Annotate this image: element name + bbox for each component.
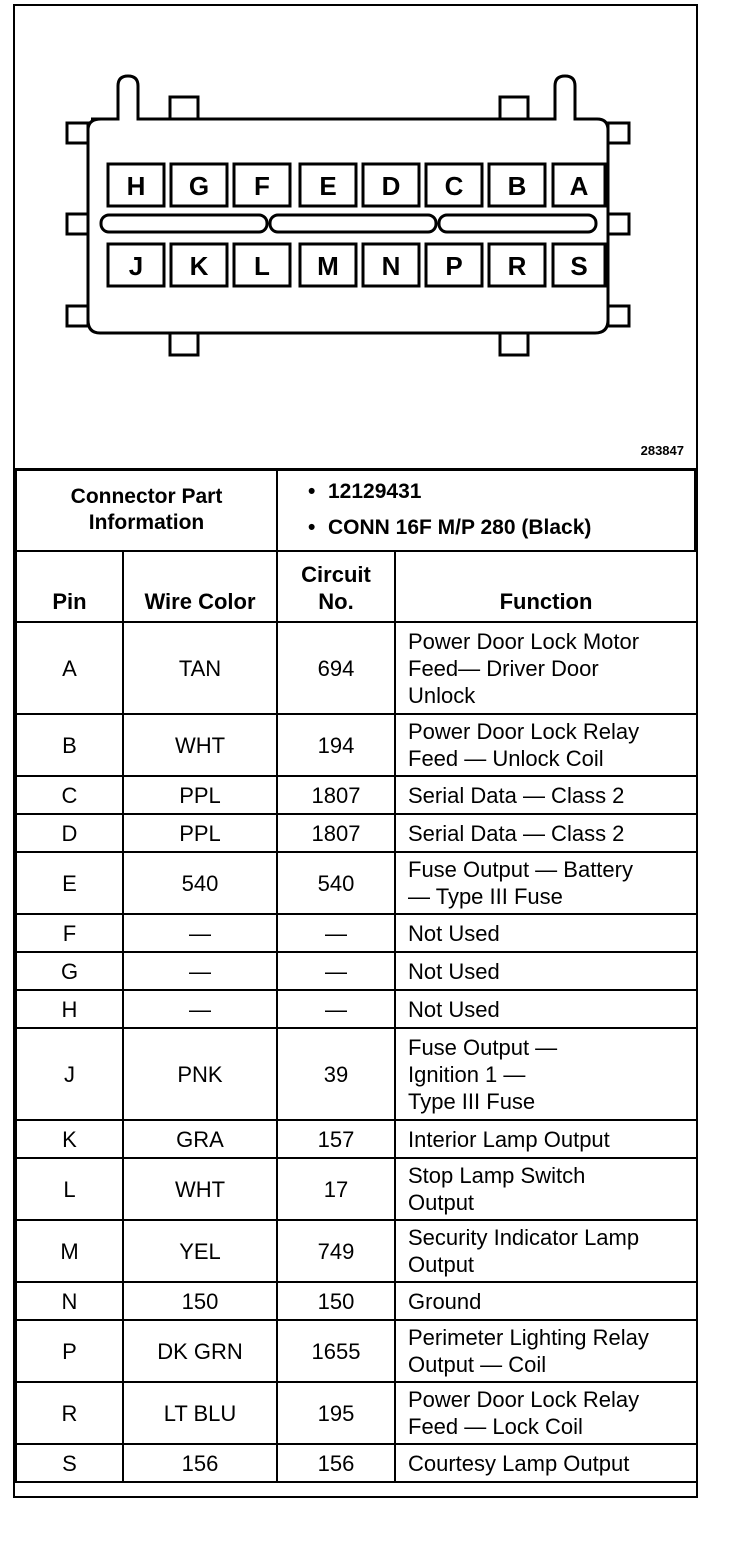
table-row [16,1158,697,1220]
latch-bottom-right [500,333,528,355]
table-row [16,714,697,776]
function-cell [395,714,697,776]
latch-top-right [500,97,528,119]
pin-label-b: B [507,171,527,201]
table-row [16,1120,697,1158]
table-row [16,852,697,914]
function-cell [395,1220,697,1282]
function-cell [395,852,697,914]
circuit-cell: 156 [277,1444,395,1482]
part-info-row [16,469,695,551]
table-row [16,1320,697,1382]
wire-color-cell: PPL [123,814,277,852]
function-line: Ignition 1 — [408,1061,526,1087]
latch-bottom-left [170,333,198,355]
function-line: Type III Fuse [408,1088,536,1114]
table-row [16,814,697,852]
latch-top-left [170,97,198,119]
table-row [16,1444,697,1482]
wire-color-cell: — [123,990,277,1028]
function-cell [395,1320,697,1382]
tab-right-bottom [608,306,629,326]
pin-label-e: E [319,171,337,201]
tab-left-bottom [67,306,88,326]
tab-right-mid [608,214,629,234]
function-line: Output [408,1252,475,1277]
pin-label-p: P [445,251,463,281]
connector-diagram [15,6,696,471]
part-number: 12129431 [328,480,422,503]
wire-color-cell: DK GRN [123,1320,277,1382]
function-cell [395,776,697,814]
circuit-cell: 694 [277,622,395,714]
part-info-label-cell [16,469,277,551]
header-wire-color: Wire Color [123,551,277,622]
pin-cell: H [16,990,123,1028]
bullet-icon: • [308,516,316,539]
pin-label-a: A [569,171,589,201]
part-number-line [308,474,694,510]
wire-color-cell: 540 [123,852,277,914]
circuit-cell: 540 [277,852,395,914]
pin-cell: B [16,714,123,776]
circuit-cell: 1655 [277,1320,395,1382]
pin-cell: M [16,1220,123,1282]
header-function: Function [395,551,697,622]
table-row [16,1382,697,1444]
function-line: Not Used [408,920,500,946]
pin-label-f: F [254,171,270,201]
function-line: Security Indicator Lamp [408,1225,640,1250]
header-circuit-line1: Circuit [301,562,371,587]
pin-cell: K [16,1120,123,1158]
wire-color-cell: — [123,914,277,952]
function-line: Fuse Output — [408,1034,558,1060]
function-cell [395,1028,697,1120]
function-line: Power Door Lock Motor [408,628,640,654]
pin-label-n: N [381,251,401,281]
pin-assignment-table [15,550,698,1483]
tab-left-mid [67,214,88,234]
table-row [16,990,697,1028]
function-line: Interior Lamp Output [408,1126,610,1152]
function-cell [395,990,697,1028]
pin-cell: C [16,776,123,814]
pin-label-h: H [126,171,146,201]
pin-label-k: K [189,251,209,281]
function-line: Stop Lamp Switch [408,1163,586,1188]
wire-color-cell: — [123,952,277,990]
circuit-cell: — [277,990,395,1028]
function-cell [395,814,697,852]
pin-label-d: D [381,171,401,201]
table-row [16,952,697,990]
pin-table-header [16,551,697,622]
wire-color-cell: WHT [123,1158,277,1220]
figure-number: 283847 [640,443,684,458]
pin-label-l: L [254,251,270,281]
pin-label-s: S [570,251,588,281]
pin-cell: J [16,1028,123,1120]
part-info-label-line2: Information [88,511,205,534]
circuit-cell: — [277,914,395,952]
function-line: Unlock [408,682,476,708]
bullet-icon: • [308,480,316,503]
part-info-values-cell [277,469,695,551]
function-line: Not Used [408,996,500,1022]
circuit-cell: 195 [277,1382,395,1444]
part-info-label-line1: Connector Part [70,485,223,508]
function-cell [395,1282,697,1320]
function-line: Feed — Unlock Coil [408,746,604,771]
wire-color-cell: 150 [123,1282,277,1320]
pin-label-m: M [317,251,339,281]
function-line: Output [408,1190,475,1215]
center-rail-right [439,215,596,232]
wire-color-cell: 156 [123,1444,277,1482]
table-row [16,1220,697,1282]
function-line: Feed— Driver Door [408,655,599,681]
circuit-cell: 157 [277,1120,395,1158]
circuit-cell: 17 [277,1158,395,1220]
pin-label-r: R [507,251,527,281]
pin-cell: P [16,1320,123,1382]
function-line: Perimeter Lighting Relay [408,1325,649,1350]
wire-color-cell: GRA [123,1120,277,1158]
pin-row-top [108,164,605,206]
pin-cell: L [16,1158,123,1220]
wire-color-cell: YEL [123,1220,277,1282]
pin-table-body [16,622,697,1482]
pin-cell: F [16,914,123,952]
connector-face-drawing [15,6,696,468]
table-row [16,1028,697,1120]
function-line: Serial Data — Class 2 [408,820,625,846]
center-rail-left [101,215,267,232]
pin-cell: D [16,814,123,852]
table-row [16,622,697,714]
function-line: Output — Coil [408,1352,547,1377]
table-row [16,776,697,814]
table-row [16,914,697,952]
pin-row-bottom [108,244,605,286]
wire-color-cell: LT BLU [123,1382,277,1444]
function-line: Not Used [408,958,500,984]
wire-color-cell: PPL [123,776,277,814]
function-line: Feed — Lock Coil [408,1414,583,1439]
function-line: Power Door Lock Relay [408,1387,640,1412]
function-cell [395,952,697,990]
function-line: Ground [408,1288,482,1314]
pin-label-j: J [128,251,144,281]
wire-color-cell: PNK [123,1028,277,1120]
wire-color-cell: WHT [123,714,277,776]
function-line: — Type III Fuse [408,884,563,909]
pin-cell: E [16,852,123,914]
pin-cell: N [16,1282,123,1320]
pin-label-g: G [188,171,210,201]
header-pin: Pin [16,551,123,622]
function-cell [395,1444,697,1482]
pin-label-c: C [444,171,464,201]
function-cell [395,1158,697,1220]
function-cell [395,1120,697,1158]
table-row [16,1282,697,1320]
connector-desc-line [308,510,694,546]
header-circuit-line2: No. [318,589,354,614]
circuit-cell: 39 [277,1028,395,1120]
circuit-cell: 749 [277,1220,395,1282]
tab-right-top [608,123,629,143]
circuit-cell: 150 [277,1282,395,1320]
function-line: Courtesy Lamp Output [408,1450,630,1476]
pin-cell: R [16,1382,123,1444]
circuit-cell: 194 [277,714,395,776]
function-cell [395,914,697,952]
function-line: Serial Data — Class 2 [408,782,625,808]
function-line: Fuse Output — Battery [408,857,633,882]
center-rail-middle [270,215,436,232]
pin-cell: G [16,952,123,990]
header-circuit-no [277,551,395,622]
function-line: Power Door Lock Relay [408,719,640,744]
function-cell [395,622,697,714]
connector-part-info-table [15,468,696,552]
circuit-cell: 1807 [277,776,395,814]
connector-description: CONN 16F M/P 280 (Black) [328,516,592,539]
pin-cell: A [16,622,123,714]
wire-color-cell: TAN [123,622,277,714]
circuit-cell: — [277,952,395,990]
circuit-cell: 1807 [277,814,395,852]
tab-left-top [67,123,88,143]
pin-cell: S [16,1444,123,1482]
function-cell [395,1382,697,1444]
connector-sheet [13,4,698,1498]
